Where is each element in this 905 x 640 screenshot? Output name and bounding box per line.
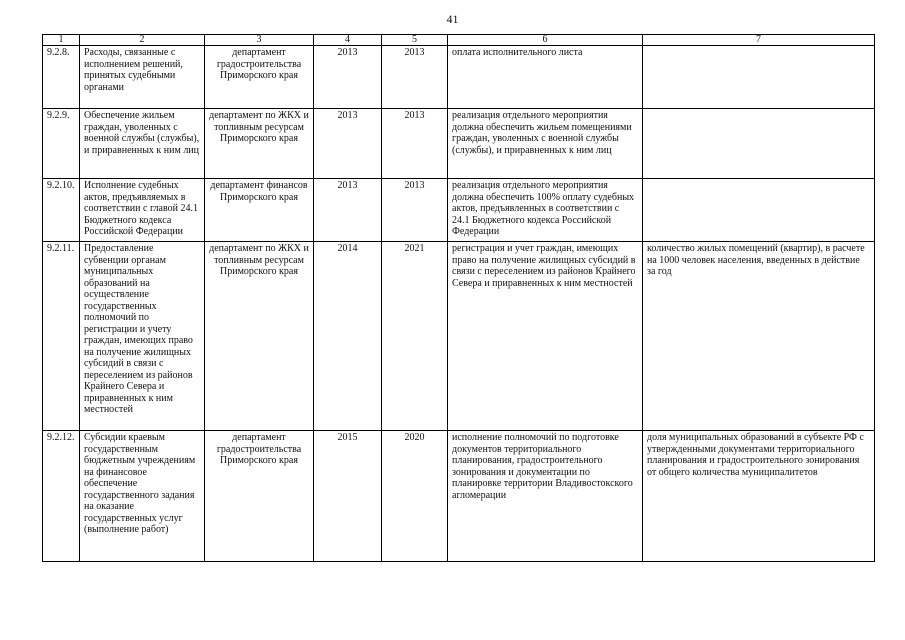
activity-code: 9.2.8. [43, 46, 80, 109]
activity-start-year: 2014 [314, 242, 382, 431]
activity-result: реализация отдельного мероприятия должна обеспечить жильем помещениями граждан, уволенных с военной службы (службы), и приравненных к ним лиц [448, 109, 643, 179]
activity-name: Субсидии краевым государственным бюджетным учреждениям на финансовое обеспечение государственного задания на оказание государственных услуг (выполнение работ) [80, 431, 205, 562]
activity-start-year: 2013 [314, 109, 382, 179]
activity-executor: департамент финансов Приморского края [205, 179, 314, 242]
column-header: 3 [205, 35, 314, 46]
table-row [43, 431, 875, 562]
column-header: 6 [448, 35, 643, 46]
activity-end-year: 2013 [382, 179, 448, 242]
activity-executor: департамент градостроительства Приморского края [205, 46, 314, 109]
activity-indicator: доля муниципальных образований в субъекте РФ с утвержденными документами территориального планирования и градостроительного зонирования от общего количества муниципалитетов [643, 431, 875, 562]
activity-end-year: 2013 [382, 46, 448, 109]
activity-start-year: 2015 [314, 431, 382, 562]
activity-executor: департамент по ЖКХ и топливным ресурсам Приморского края [205, 109, 314, 179]
activity-indicator [643, 109, 875, 179]
activity-code: 9.2.11. [43, 242, 80, 431]
activity-end-year: 2021 [382, 242, 448, 431]
activity-code: 9.2.9. [43, 109, 80, 179]
activity-executor: департамент градостроительства Приморского края [205, 431, 314, 562]
table-row [43, 46, 875, 109]
activity-end-year: 2013 [382, 109, 448, 179]
table-header-row [43, 35, 875, 46]
table-row [43, 179, 875, 242]
activity-result: реализация отдельного мероприятия должна обеспечить 100% оплату судебных актов, предъявленных в соответствии с 24.1 Бюджетного кодекса Российской Федерации [448, 179, 643, 242]
activity-name: Расходы, связанные с исполнением решений, принятых судебными органами [80, 46, 205, 109]
activity-name: Предоставление субвенции органам муниципальных образований на осуществление государственных полномочий по регистрации и учету граждан, имеющих право на получение жилищных субсидий в связи с переселением из районов Крайнего Севера и приравненных к ним местностей [80, 242, 205, 431]
activity-name: Обеспечение жильем граждан, уволенных с военной службы (службы), и приравненных к ним лиц [80, 109, 205, 179]
activity-result: оплата исполнительного листа [448, 46, 643, 109]
activity-name: Исполнение судебных актов, предъявляемых в соответствии с главой 24.1 Бюджетного кодекса Российской Федерации [80, 179, 205, 242]
column-header: 4 [314, 35, 382, 46]
table-row [43, 109, 875, 179]
table-row [43, 242, 875, 431]
activity-code: 9.2.10. [43, 179, 80, 242]
activity-start-year: 2013 [314, 179, 382, 242]
column-header: 1 [43, 35, 80, 46]
column-header: 7 [643, 35, 875, 46]
activity-result: исполнение полномочий по подготовке документов территориального планирования, градостроительного зонирования и документации по планировке территории Владивостокского агломерации [448, 431, 643, 562]
activity-executor: департамент по ЖКХ и топливным ресурсам Приморского края [205, 242, 314, 431]
page-number: 41 [446, 12, 459, 26]
activity-indicator [643, 46, 875, 109]
activity-code: 9.2.12. [43, 431, 80, 562]
activity-end-year: 2020 [382, 431, 448, 562]
column-header: 2 [80, 35, 205, 46]
activity-start-year: 2013 [314, 46, 382, 109]
activity-indicator [643, 179, 875, 242]
activity-result: регистрация и учет граждан, имеющих право на получение жилищных субсидий в связи с переселением из районов Крайнего Севера и приравненных к ним местностей [448, 242, 643, 431]
activity-indicator: количество жилых помещений (квартир), в расчете на 1000 человек населения, введенных в действие за год [643, 242, 875, 431]
column-header: 5 [382, 35, 448, 46]
program-activities-table [42, 34, 875, 562]
